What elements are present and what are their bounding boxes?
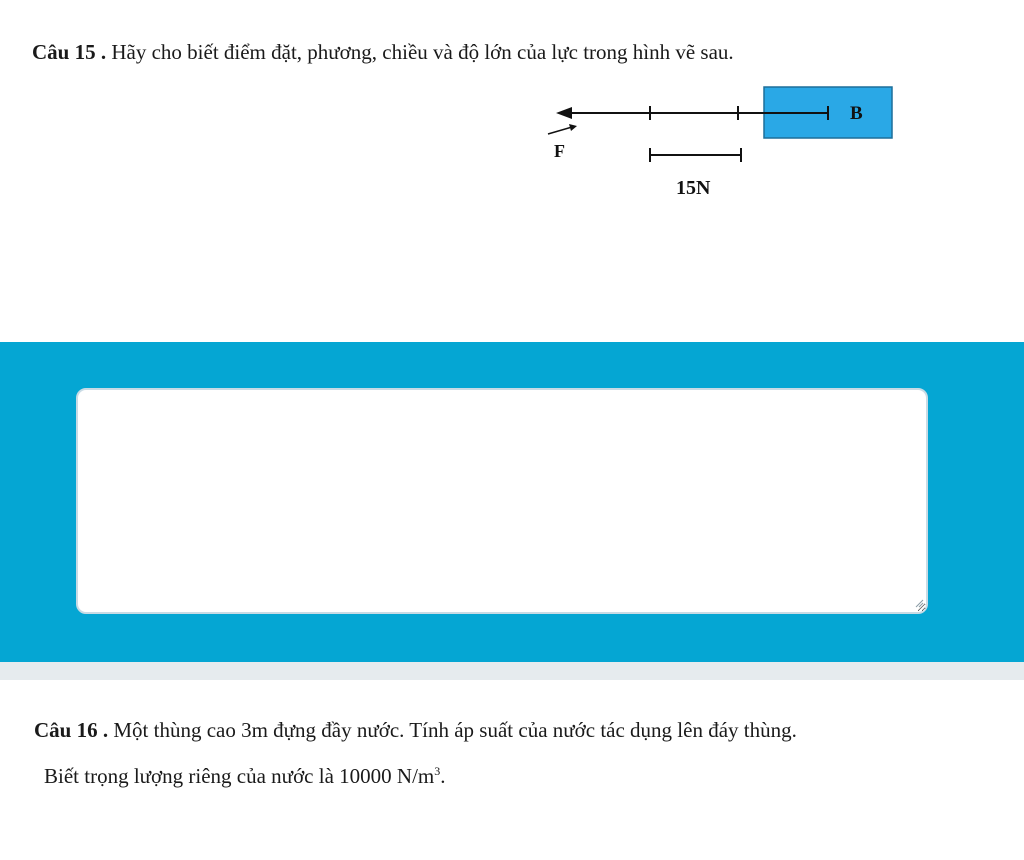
force-diagram	[0, 0, 1024, 260]
question-16	[34, 718, 797, 743]
f-vector-arrow	[569, 124, 577, 131]
force-arrowhead	[556, 107, 572, 119]
answer-textarea[interactable]	[76, 388, 928, 614]
f-vector-bar	[548, 127, 572, 134]
question-16-number: Câu 16 .	[34, 718, 109, 742]
question-16-text: Một thùng cao 3m đựng đầy nước. Tính áp suất của nước tác dụng lên đáy thùng.	[113, 718, 797, 742]
unit-exponent: 3	[434, 764, 441, 778]
question-16-line-2	[44, 764, 445, 789]
answer-panel	[0, 342, 1024, 662]
force-label: F	[554, 141, 565, 161]
question-16-period: .	[440, 764, 446, 788]
panel-divider	[0, 662, 1024, 680]
question-16-line2-text: Biết trọng lượng riêng của nước là 10000 N/m	[44, 764, 435, 788]
question-15-text: Hãy cho biết điểm đặt, phương, chiều và độ lớn của lực trong hình vẽ sau.	[111, 40, 734, 64]
block-label: B	[850, 103, 863, 124]
question-15-number: Câu 15 .	[32, 40, 107, 64]
resize-grip-icon[interactable]	[914, 598, 924, 608]
scale-label: 15N	[676, 177, 711, 199]
